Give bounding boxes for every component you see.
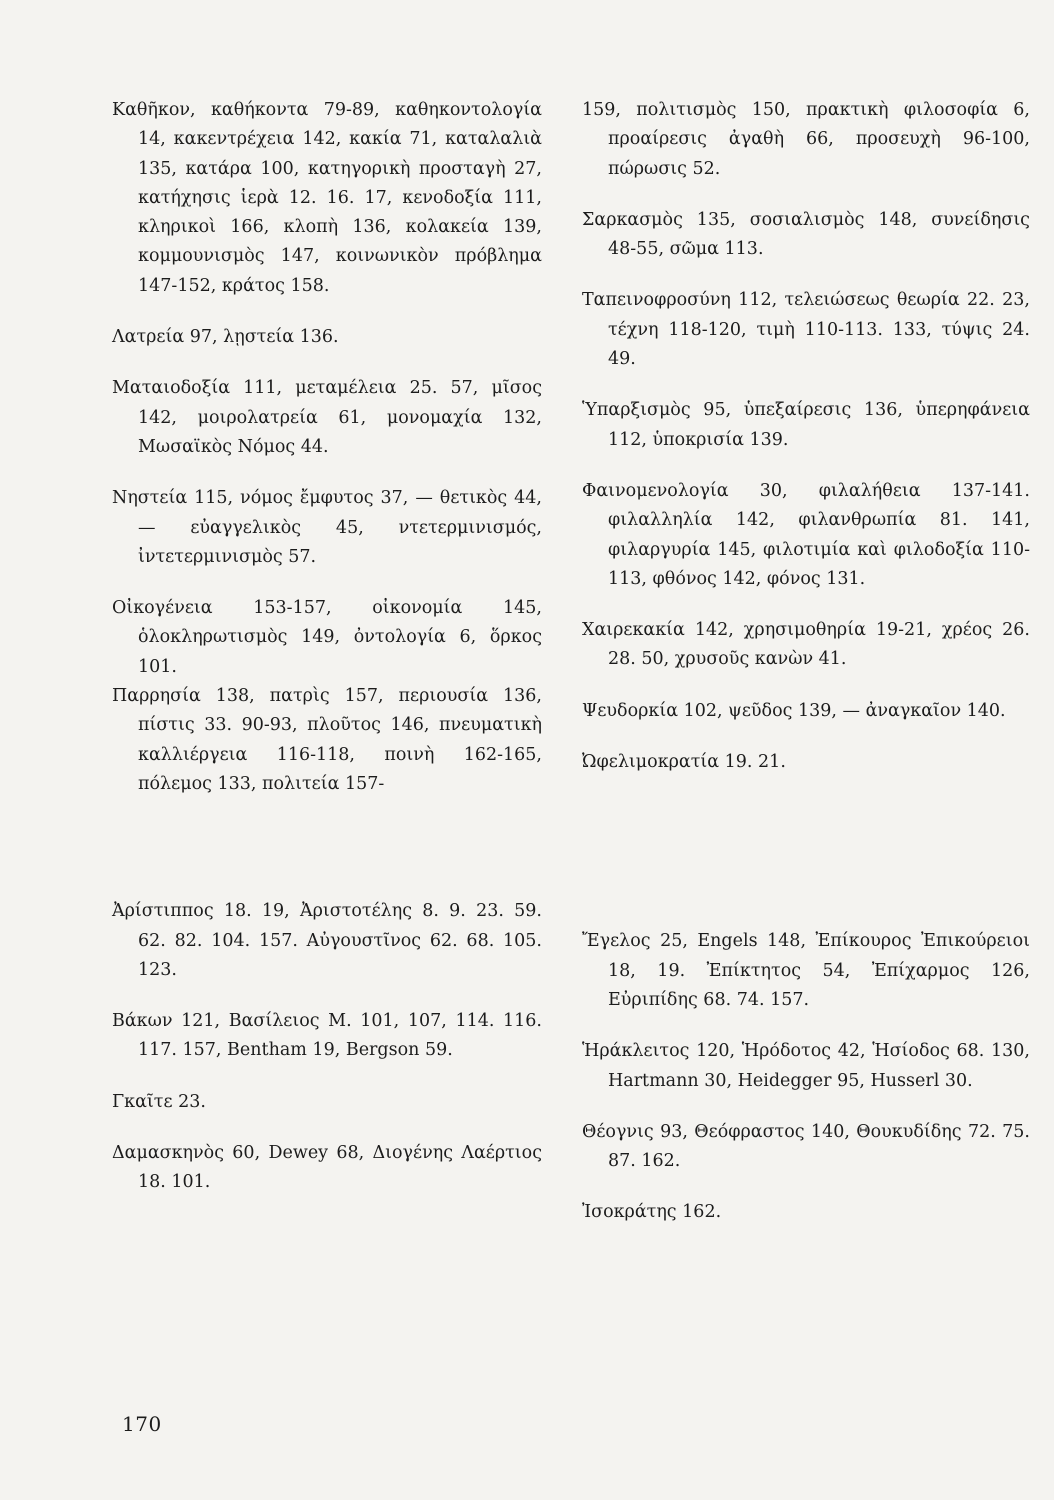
name-entry-alpha: Ἀρίστιππος 18. 19, Ἀριστοτέλης 8. 9. 23. 59. 62. 82. 104. 157. Αὐγουστῖνος 62. 68. 105. 123. (112, 901, 542, 980)
index-entry-omega: Ὠφελιμοκρατία 19. 21. (582, 752, 786, 773)
index-entry-upsilon: Ὑπαρξισμὸς 95, ὑπεξαίρεσις 136, ὑπερηφάνεια 112, ὑποκρισία 139. (582, 400, 1030, 450)
name-entry-beta: Βάκων 121, Βασίλειος Μ. 101, 107, 114. 116. 117. 157, Bentham 19, Bergson 59. (112, 1011, 542, 1061)
index-entry-kappa: Καθῆκον, καθήκοντα 79-89, καθηκοντολογία 14, κακεντρέχεια 142, κακία 71, καταλαλιὰ 135, κατάρα 100, κατηγορικὴ προσταγὴ 27, κατήχησις ἱερὰ 12. 16. 17, κενοδοξία 111, κληρικοὶ 166, κλοπὴ 136, κολακεία 139, κομμουνισμὸς 147, κοινωνικὸν πρόβλημα 147-152, κράτος 158. (112, 100, 542, 296)
index-entry-pi-continued: 159, πολιτισμὸς 150, πρακτικὴ φιλοσοφία 6, προαίρεσις ἀγαθὴ 66, προσευχὴ 96-100, πώρωσις 52. (582, 100, 1030, 179)
index-entry-lambda: Λατρεία 97, λῃστεία 136. (112, 327, 339, 348)
index-column-left (112, 96, 542, 1220)
name-entry-iota: Ἰσοκράτης 162. (582, 1202, 722, 1223)
name-entry-epsilon: Ἔγελος 25, Engels 148, Ἐπίκουρος Ἐπικούρειοι 18, 19. Ἐπίκτητος 54, Ἐπίχαρμος 126, Εὐριπίδης 68. 74. 157. (582, 931, 1030, 1010)
index-entry-tau: Ταπεινοφροσύνη 112, τελειώσεως θεωρία 22. 23, τέχνη 118-120, τιμὴ 110-113. 133, τύψις 24. 49. (582, 290, 1030, 370)
name-entry-eta: Ἡράκλειτος 120, Ἡρόδοτος 42, Ἡσίοδος 68. 130, Hartmann 30, Heidegger 95, Husserl 30. (582, 1041, 1030, 1091)
index-entry-psi: Ψευδορκία 102, ψεῦδος 139, — ἀναγκαῖον 140. (582, 700, 1006, 721)
section-gap (112, 799, 542, 897)
index-entry-chi: Χαιρεκακία 142, χρησιμοθηρία 19-21, χρέος 26. 28. 50, χρυσοῦς κανὼν 41. (582, 620, 1030, 670)
index-column-right (582, 96, 1030, 1250)
name-entry-gamma: Γκαῖτε 23. (112, 1091, 206, 1112)
page-number: 170 (122, 1412, 162, 1436)
index-entry-omicron: Οἰκογένεια 153-157, οἰκονομία 145, ὁλοκληρωτισμὸς 149, ὀντολογία 6, ὅρκος 101. (112, 598, 542, 677)
index-entry-phi: Φαινομενολογία 30, φιλαλήθεια 137-141. φιλαλληλία 142, φιλανθρωπία 81. 141, φιλαργυρία 145, φιλοτιμία καὶ φιλοδοξία 110-113, φθόνος 142, φόνος 131. (582, 480, 1030, 589)
index-entry-sigma: Σαρκασμὸς 135, σοσιαλισμὸς 148, συνείδησις 48-55, σῶμα 113. (582, 209, 1030, 260)
name-entry-delta: Δαμασκηνὸς 60, Dewey 68, Διογένης Λαέρτιος 18. 101. (112, 1143, 542, 1193)
section-gap-right (582, 799, 1030, 927)
index-entry-nu: Νηστεία 115, νόμος ἔμφυτος 37, — θετικὸς 44, — εὐαγγελικὸς 45, ντετερμινισμός, ἰντετερμινισμὸς 57. (112, 488, 542, 567)
index-entry-pi: Παρρησία 138, πατρὶς 157, περιουσία 136, πίστις 33. 90-93, πλοῦτος 146, πνευματικὴ καλλιέργεια 116-118, ποινὴ 162-165, πόλεμος 133, πολιτεία 157- (112, 686, 542, 794)
name-entry-theta: Θέογνις 93, Θεόφραστος 140, Θουκυδίδης 72. 75. 87. 162. (582, 1121, 1030, 1172)
index-entry-mu: Ματαιοδοξία 111, μεταμέλεια 25. 57, μῖσος 142, μοιρολατρεία 61, μονομαχία 132, Μωσαϊκὸς Νόμος 44. (112, 378, 542, 457)
